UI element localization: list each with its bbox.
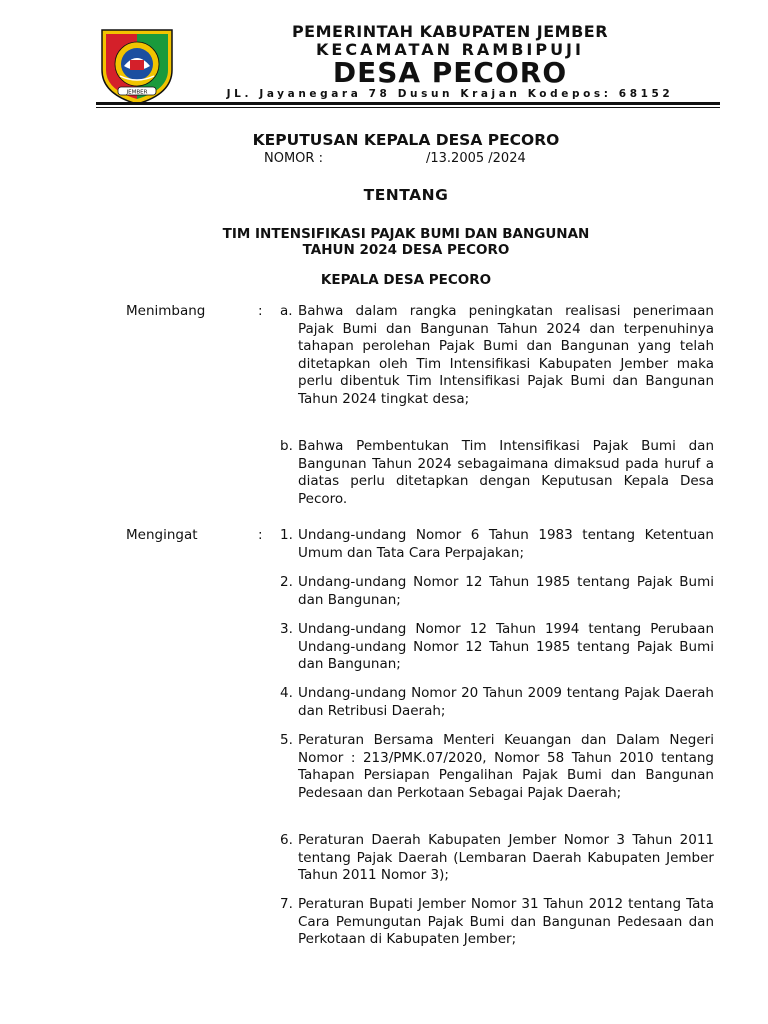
list-item-text: Peraturan Bupati Jember Nomor 31 Tahun 2012 tentang Tata Cara Pemungutan Pajak Bumi dan Bangunan Pedesaan dan Perkotaan di Kabupaten Jember; — [298, 896, 714, 947]
menimbang-colon: : — [258, 303, 263, 319]
decree-authority: KEPALA DESA PECORO — [320, 272, 492, 288]
decree-number-label: NOMOR : — [264, 151, 323, 166]
list-marker: 1. — [280, 527, 293, 543]
letterhead-divider-thin — [96, 107, 720, 108]
mengingat-label: Mengingat — [126, 527, 198, 543]
jember-regency-emblem — [96, 24, 178, 106]
list-item-text: Peraturan Bersama Menteri Keuangan dan Dalam Negeri Nomor : 213/PMK.07/2020, Nomor 58 Tahun 2010 tentang Tahapan Persiapan Pengalihan Pajak Bumi dan Bangunan Pedesaan dan Perkotaan Sebagai Pajak Daerah; — [298, 732, 714, 801]
decree-heading: KEPUTUSAN KEPALA DESA PECORO — [252, 131, 560, 149]
letterhead-village: DESA PECORO — [332, 56, 568, 89]
mengingat-colon: : — [258, 527, 263, 543]
list-item-text: Undang-undang Nomor 20 Tahun 2009 tentang Pajak Daerah dan Retribusi Daerah; — [298, 685, 714, 719]
list-marker: a. — [280, 303, 293, 319]
letterhead-government: PEMERINTAH KABUPATEN JEMBER — [291, 22, 609, 41]
list-marker: 3. — [280, 621, 293, 637]
list-item-text: Peraturan Daerah Kabupaten Jember Nomor 3 Tahun 2011 tentang Pajak Daerah (Lembaran Daerah Kabupaten Jember Tahun 2011 Nomor 3); — [298, 832, 714, 883]
letterhead-district: KECAMATAN RAMBIPUJI — [316, 40, 584, 59]
menimbang-label: Menimbang — [126, 303, 206, 319]
decree-number-value: /13.2005 /2024 — [426, 151, 526, 166]
letterhead-address: JL. Jayanegara 78 Dusun Krajan Kodepos: 68152 — [226, 88, 674, 100]
tentang-heading: TENTANG — [363, 186, 449, 204]
list-marker: 4. — [280, 685, 293, 701]
list-marker: 5. — [280, 732, 293, 748]
list-item-text: Bahwa Pembentukan Tim Intensifikasi Pajak Bumi dan Bangunan Tahun 2024 sebagaimana dimaksud pada huruf a diatas perlu ditetapkan dengan Keputusan Kepala Desa Pecoro. — [298, 438, 714, 507]
letterhead-divider-thick — [96, 102, 720, 105]
emblem-ribbon-text: JEMBER — [126, 89, 148, 96]
list-marker: 6. — [280, 832, 293, 848]
list-item-text: Undang-undang Nomor 6 Tahun 1983 tentang Ketentuan Umum dan Tata Cara Perpajakan; — [298, 527, 714, 561]
decree-subject-line2: TAHUN 2024 DESA PECORO — [302, 242, 510, 258]
list-marker: b. — [280, 438, 293, 454]
list-marker: 7. — [280, 896, 293, 912]
list-item-text: Bahwa dalam rangka peningkatan realisasi penerimaan Pajak Bumi dan Bangunan Tahun 2024 dan terpenuhinya tahapan perolehan Pajak Bumi dan Bangunan yang telah ditetapkan oleh Tim Intensifikasi Kabupaten Jember maka perlu dibentuk Tim Intensifikasi Pajak Bumi dan Bangunan Tahun 2024 tingkat desa; — [298, 303, 714, 407]
list-marker: 2. — [280, 574, 293, 590]
list-item-text: Undang-undang Nomor 12 Tahun 1994 tentang Perubaan Undang-undang Nomor 12 Tahun 1985 tentang Pajak Bumi dan Bangunan; — [298, 621, 714, 672]
decree-subject-line1: TIM INTENSIFIKASI PAJAK BUMI DAN BANGUNAN — [222, 226, 590, 242]
list-item-text: Undang-undang Nomor 12 Tahun 1985 tentang Pajak Bumi dan Bangunan; — [298, 574, 714, 608]
